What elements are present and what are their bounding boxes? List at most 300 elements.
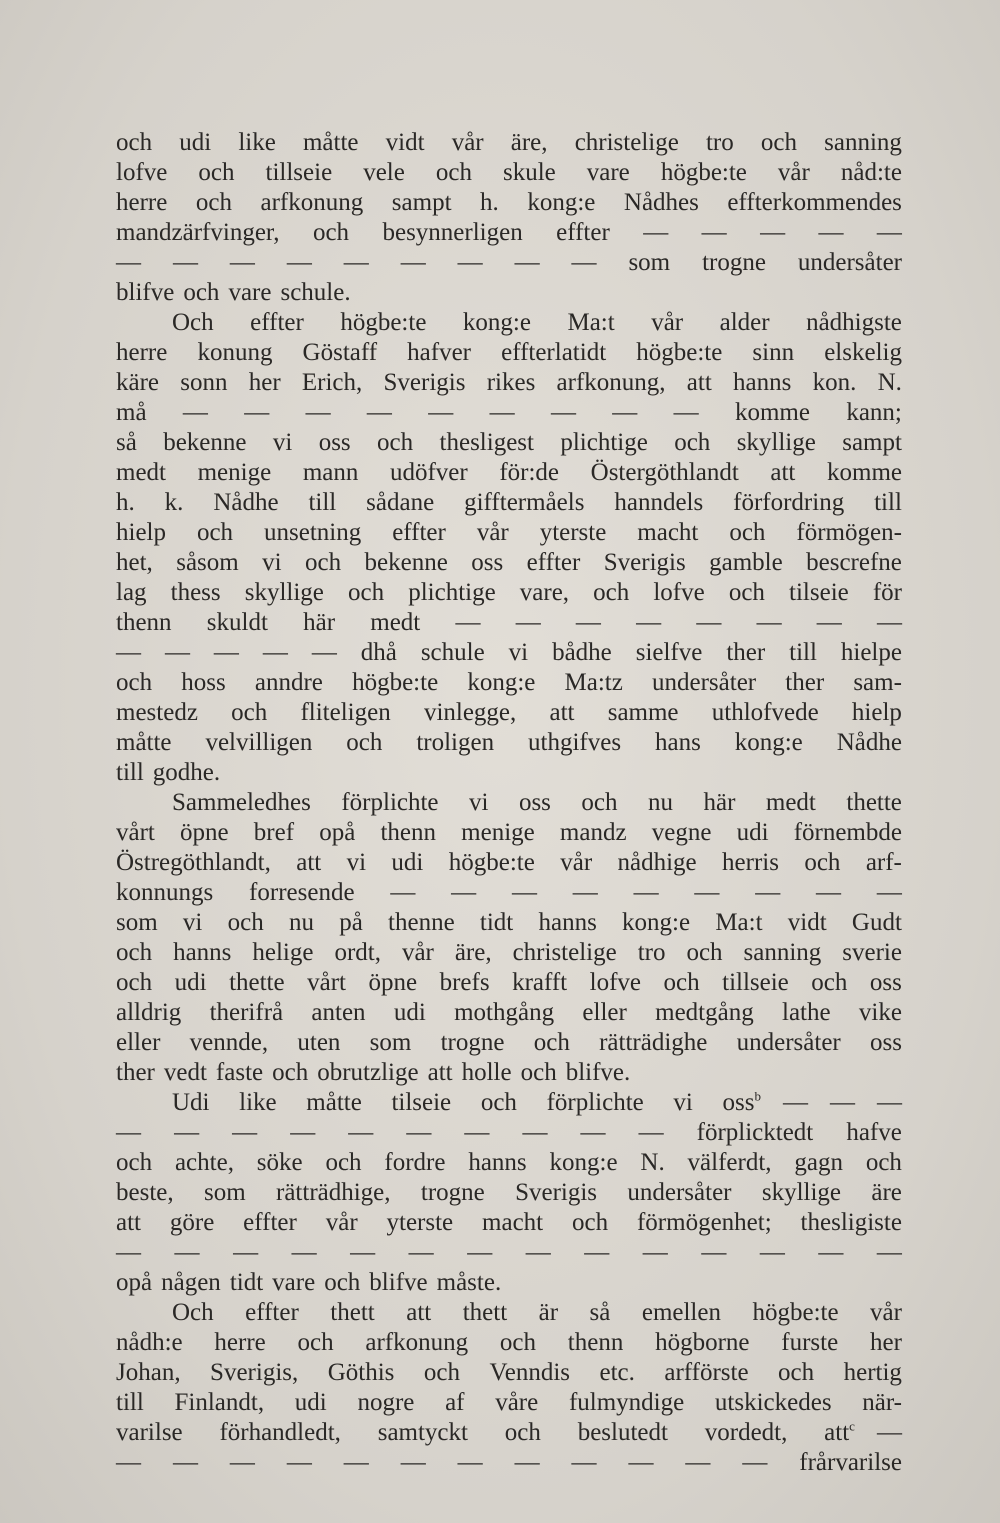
- word: —: [876, 1239, 902, 1266]
- word: beslutedt: [577, 1419, 668, 1446]
- word: hans: [654, 729, 701, 756]
- word: må: [116, 399, 147, 426]
- word: ther: [726, 639, 766, 666]
- word: mann: [302, 459, 359, 486]
- word: thess: [170, 579, 221, 606]
- word: och: [686, 939, 723, 966]
- word: effter: [250, 309, 304, 336]
- text-line: [116, 308, 902, 338]
- word: vare: [272, 1269, 316, 1296]
- word: christelige: [574, 129, 679, 156]
- word: våre: [495, 1389, 539, 1416]
- word: sielfve: [635, 639, 703, 666]
- word: herre: [214, 1329, 266, 1356]
- word: vår: [476, 519, 509, 546]
- word: undersåter: [652, 669, 757, 696]
- word: tillseie: [265, 159, 333, 186]
- word: och: [305, 549, 342, 576]
- word: förmögenhet;: [636, 1209, 772, 1236]
- word: helige: [252, 939, 314, 966]
- word: —: [818, 1239, 844, 1266]
- word: Och: [172, 1299, 214, 1326]
- word: oss: [518, 789, 551, 816]
- word: Och: [172, 309, 214, 336]
- word: hanns: [733, 369, 792, 396]
- word: oss$^b$: [722, 1088, 761, 1116]
- word: —: [876, 879, 902, 906]
- word: lofve: [653, 579, 705, 606]
- word: och: [198, 159, 235, 186]
- word: nådhigste: [806, 309, 902, 336]
- word: och: [520, 1059, 557, 1086]
- word: vi: [508, 639, 529, 666]
- word: och: [663, 969, 700, 996]
- word: uthgifves: [528, 729, 622, 756]
- word: Östregöthlandt,: [116, 849, 271, 876]
- text-line: [116, 158, 902, 188]
- word: ther: [785, 669, 825, 696]
- word: och: [116, 969, 153, 996]
- word: rätträdighe: [599, 1029, 708, 1056]
- word: kong:e: [549, 1149, 618, 1176]
- word: att: [549, 699, 575, 726]
- text-line: [116, 818, 902, 848]
- word: udi: [294, 1389, 327, 1416]
- word: emellen: [641, 1299, 721, 1326]
- word: och: [504, 1419, 541, 1446]
- word: såsom: [176, 549, 239, 576]
- word: undersåter: [736, 1029, 841, 1056]
- word: thenne: [388, 909, 455, 936]
- word: någen: [161, 1269, 221, 1296]
- word: —: [262, 639, 288, 666]
- word: och: [865, 1149, 902, 1176]
- word: som: [628, 249, 671, 276]
- word: vår: [325, 1209, 358, 1236]
- word: oss: [471, 549, 504, 576]
- word: och: [325, 1149, 362, 1176]
- word: udi: [393, 999, 426, 1026]
- word: Johan,: [116, 1359, 181, 1386]
- text-line: [116, 968, 902, 998]
- text-line: [116, 488, 902, 518]
- dash: —: [877, 1419, 902, 1446]
- word: Venndis: [489, 1359, 571, 1386]
- word: trogne: [420, 1179, 485, 1206]
- word: och: [195, 189, 232, 216]
- word: nåd:te: [840, 159, 902, 186]
- word: högborne: [655, 1329, 750, 1356]
- word: —: [756, 609, 782, 636]
- word: och: [811, 969, 848, 996]
- word: beste,: [116, 1179, 174, 1206]
- word: samtyckt: [377, 1419, 468, 1446]
- word: —: [366, 399, 392, 426]
- footnote-marker: b: [754, 1088, 761, 1104]
- word: lofve: [589, 969, 642, 996]
- text-line: [116, 128, 902, 158]
- word: —: [229, 1449, 255, 1476]
- word: —: [172, 1449, 198, 1476]
- word: schule.: [280, 279, 351, 306]
- word: oss: [870, 1029, 902, 1056]
- word: vare: [586, 159, 630, 186]
- word: udi: [736, 819, 769, 846]
- word: vi: [182, 909, 203, 936]
- word: nu: [648, 789, 673, 816]
- word: medt: [116, 459, 166, 486]
- text-line: [116, 698, 902, 728]
- word: och: [324, 1269, 361, 1296]
- word: —: [390, 879, 416, 906]
- word: bref: [253, 819, 295, 846]
- word: —: [116, 249, 141, 276]
- word: öpne: [368, 969, 418, 996]
- word: varilse: [116, 1419, 183, 1446]
- word: och: [593, 579, 630, 606]
- word: —: [701, 1239, 727, 1266]
- word: skule: [502, 159, 556, 186]
- word: herris: [722, 849, 779, 876]
- word: till: [116, 759, 144, 786]
- word: —: [628, 1449, 654, 1476]
- word: vår: [777, 159, 810, 186]
- word: fulmyndige: [568, 1389, 685, 1416]
- word: och: [760, 129, 797, 156]
- word: att: [770, 459, 796, 486]
- word: udi: [391, 849, 424, 876]
- word: Sammeledhes: [172, 789, 311, 816]
- word: kann;: [846, 399, 902, 426]
- word: —: [116, 1239, 141, 1266]
- word: arfförste: [664, 1359, 749, 1386]
- word: kong:e: [467, 669, 536, 696]
- word: —: [742, 1449, 768, 1476]
- word: —: [229, 249, 255, 276]
- word: schule: [420, 639, 485, 666]
- word: rätträdhige,: [276, 1179, 391, 1206]
- word: och: [116, 669, 153, 696]
- word: medtgång: [655, 999, 754, 1026]
- word: tidt: [479, 909, 514, 936]
- word: —: [511, 879, 537, 906]
- word: högbe:te: [352, 669, 439, 696]
- text-line: [116, 338, 902, 368]
- text-line: [116, 518, 902, 548]
- word: —: [522, 1119, 548, 1146]
- word: förnembde: [793, 819, 902, 846]
- word: när-: [862, 1389, 902, 1416]
- word: och: [196, 519, 234, 546]
- word: sådane: [366, 489, 435, 516]
- word: oss: [869, 969, 902, 996]
- word: thette: [229, 969, 285, 996]
- word: plichtige: [408, 579, 496, 606]
- word: vi: [673, 1089, 693, 1116]
- word: vordedt,: [704, 1419, 788, 1446]
- page-header: [140, 78, 900, 118]
- word: bescrefne: [806, 549, 902, 576]
- word: —: [575, 609, 601, 636]
- word: het,: [116, 549, 153, 576]
- word: —: [451, 879, 477, 906]
- word: blifve: [116, 279, 175, 306]
- word: —: [550, 399, 576, 426]
- word: högbe:te: [448, 849, 535, 876]
- word: vår: [451, 129, 484, 156]
- word: bekenne: [163, 429, 247, 456]
- word: Nådhes: [623, 189, 699, 216]
- word: macht: [637, 519, 699, 546]
- word: —: [464, 1119, 490, 1146]
- word: obrutzlige: [317, 1059, 419, 1086]
- word: macht: [482, 1209, 544, 1236]
- word: vedt: [163, 1059, 207, 1086]
- word: —: [286, 249, 312, 276]
- word: att: [116, 1209, 141, 1236]
- word: här: [303, 609, 336, 636]
- word: troligen: [416, 729, 495, 756]
- word: äre: [871, 1179, 902, 1206]
- text-line: [116, 1238, 902, 1268]
- word: thenn: [567, 1329, 624, 1356]
- text-line: [116, 1418, 902, 1448]
- word: förmögen-: [796, 519, 902, 546]
- word: och: [499, 1329, 537, 1356]
- word: —: [816, 609, 842, 636]
- text-line: [116, 1178, 902, 1208]
- word: Sverigis,: [210, 1359, 299, 1386]
- word: till: [308, 489, 337, 516]
- word: hanns: [173, 939, 232, 966]
- word: sanning: [824, 129, 902, 156]
- word: —: [291, 1239, 317, 1266]
- word: —: [232, 1119, 258, 1146]
- word: vi: [272, 429, 293, 456]
- word: elskelig: [824, 339, 902, 366]
- word: medt: [370, 609, 421, 636]
- word: rikes: [486, 369, 536, 396]
- text-line: [116, 1328, 902, 1358]
- word: till: [116, 1389, 144, 1416]
- word: på: [339, 909, 363, 936]
- word: Finlandt,: [174, 1389, 265, 1416]
- word: hanndels: [614, 489, 704, 516]
- word: like: [239, 1089, 277, 1116]
- word: vårt: [307, 969, 346, 996]
- word: kong:e: [622, 909, 691, 936]
- word: besynnerligen: [382, 219, 523, 246]
- text-line: [116, 788, 902, 818]
- word: undersåter: [627, 1179, 732, 1206]
- word: skyllige: [761, 1179, 842, 1206]
- word: herre: [116, 339, 168, 366]
- word: —: [457, 1449, 483, 1476]
- word: faste: [215, 1059, 264, 1086]
- word: holle: [461, 1059, 512, 1086]
- word: —: [638, 1119, 664, 1146]
- word: hanns: [538, 909, 597, 936]
- word: sampt: [842, 429, 902, 456]
- word: äre,: [510, 129, 548, 156]
- word: effter: [556, 219, 610, 246]
- word: blifve: [369, 1269, 428, 1296]
- word: göre: [169, 1209, 215, 1236]
- word: mothgång: [454, 999, 555, 1026]
- word: mandz: [559, 819, 627, 846]
- word: och: [272, 1059, 309, 1086]
- word: —: [174, 1119, 200, 1146]
- word: kong:e: [462, 309, 531, 336]
- word: här: [703, 789, 736, 816]
- word: måtte: [116, 729, 172, 756]
- word: Göthis: [327, 1359, 395, 1386]
- word: som: [116, 909, 158, 936]
- word: att: [406, 1299, 432, 1326]
- word: frårvarilse: [799, 1449, 902, 1476]
- word: högbe:te: [340, 309, 427, 336]
- word: arfkonung,: [556, 369, 666, 396]
- word: högbe:te: [660, 159, 747, 186]
- word: tillseie: [722, 969, 789, 996]
- word: kong:e: [527, 189, 596, 216]
- word: att: [296, 849, 322, 876]
- word: hertig: [843, 1359, 902, 1386]
- word: gifftermåels: [464, 489, 585, 516]
- word: lofve: [116, 159, 168, 186]
- word: och: [231, 699, 268, 726]
- word: Ma:tz: [564, 669, 623, 696]
- word: och: [377, 429, 414, 456]
- word: som: [203, 1179, 246, 1206]
- text-line-main: [116, 1418, 855, 1448]
- word: tro: [637, 939, 666, 966]
- word: eller: [116, 1029, 161, 1056]
- word: N.: [877, 369, 902, 396]
- word: —: [164, 639, 190, 666]
- text-line: [116, 1058, 902, 1088]
- footnote-marker: c: [849, 1418, 855, 1434]
- word: —: [343, 1449, 369, 1476]
- word: effter: [245, 1299, 299, 1326]
- word: och: [729, 519, 766, 546]
- word: h.: [116, 489, 135, 516]
- text-line: [116, 668, 902, 698]
- word: och: [572, 1209, 609, 1236]
- word: och: [116, 1149, 153, 1176]
- word: och: [480, 1089, 517, 1116]
- word: —: [408, 1239, 434, 1266]
- text-line: [116, 1208, 902, 1238]
- word: välferdt,: [687, 1149, 772, 1176]
- word: —: [696, 609, 722, 636]
- word: är: [538, 1299, 559, 1326]
- word: och: [533, 1029, 570, 1056]
- word: arfkonung: [365, 1329, 469, 1356]
- word: Sverigis: [515, 1179, 598, 1206]
- text-line: [116, 998, 902, 1028]
- word: nådh:e: [116, 1329, 183, 1356]
- word: —: [182, 399, 208, 426]
- word: och: [116, 129, 153, 156]
- word: skyllige: [244, 579, 324, 606]
- word: plichtige: [560, 429, 648, 456]
- word: ordt,: [334, 939, 381, 966]
- word: —: [400, 249, 426, 276]
- word: —: [489, 399, 515, 426]
- word: alder: [719, 309, 770, 336]
- word: tro: [705, 129, 734, 156]
- word: fordre: [384, 1149, 446, 1176]
- word: hoss: [181, 669, 226, 696]
- word: ther: [116, 1059, 155, 1086]
- word: —: [571, 249, 597, 276]
- text-line: [116, 938, 902, 968]
- word: Ma:t: [567, 309, 615, 336]
- word: och: [312, 219, 350, 246]
- text-line: [116, 458, 902, 488]
- word: effterlatidt: [501, 339, 607, 366]
- text-line: [116, 278, 902, 308]
- word: thesligiste: [800, 1209, 902, 1236]
- word: —: [406, 1119, 432, 1146]
- word: sam-: [853, 669, 902, 696]
- word: konnungs: [116, 879, 214, 906]
- word: och: [346, 729, 383, 756]
- word: effter: [392, 519, 446, 546]
- word: Sverigis: [603, 549, 686, 576]
- word: yterste: [386, 1209, 454, 1236]
- word: arf-: [865, 849, 902, 876]
- word: —: [290, 1119, 316, 1146]
- word: hielp: [851, 699, 902, 726]
- word: måtte: [306, 1089, 362, 1116]
- word: —: [174, 1239, 200, 1266]
- word: tilseie: [789, 579, 849, 606]
- word: nu: [288, 909, 314, 936]
- word: herre: [116, 189, 168, 216]
- word: her: [248, 369, 281, 396]
- word: blifve.: [565, 1059, 631, 1086]
- word: godhe.: [152, 759, 221, 786]
- word: her: [869, 1329, 902, 1356]
- text-line: [116, 248, 902, 278]
- word: och: [804, 849, 841, 876]
- word: —: [467, 1239, 493, 1266]
- word: måste.: [436, 1269, 502, 1296]
- word: —: [525, 1239, 551, 1266]
- word: vår: [560, 849, 593, 876]
- word: —: [455, 609, 481, 636]
- word: samme: [607, 699, 679, 726]
- text-line-main: [172, 1088, 761, 1118]
- text-line: [116, 578, 902, 608]
- word: och: [674, 429, 711, 456]
- word: furste: [781, 1329, 839, 1356]
- word: hanns: [468, 1149, 527, 1176]
- word: vi: [469, 789, 489, 816]
- word: —: [305, 399, 331, 426]
- word: —: [514, 1449, 540, 1476]
- word: opå: [319, 819, 356, 846]
- word: vinlegge,: [423, 699, 517, 726]
- dash: —: [783, 1089, 808, 1116]
- word: komme: [734, 399, 810, 426]
- word: —: [642, 1239, 668, 1266]
- word: hafver: [407, 339, 471, 366]
- word: och: [183, 279, 220, 306]
- word: Udi: [172, 1089, 210, 1116]
